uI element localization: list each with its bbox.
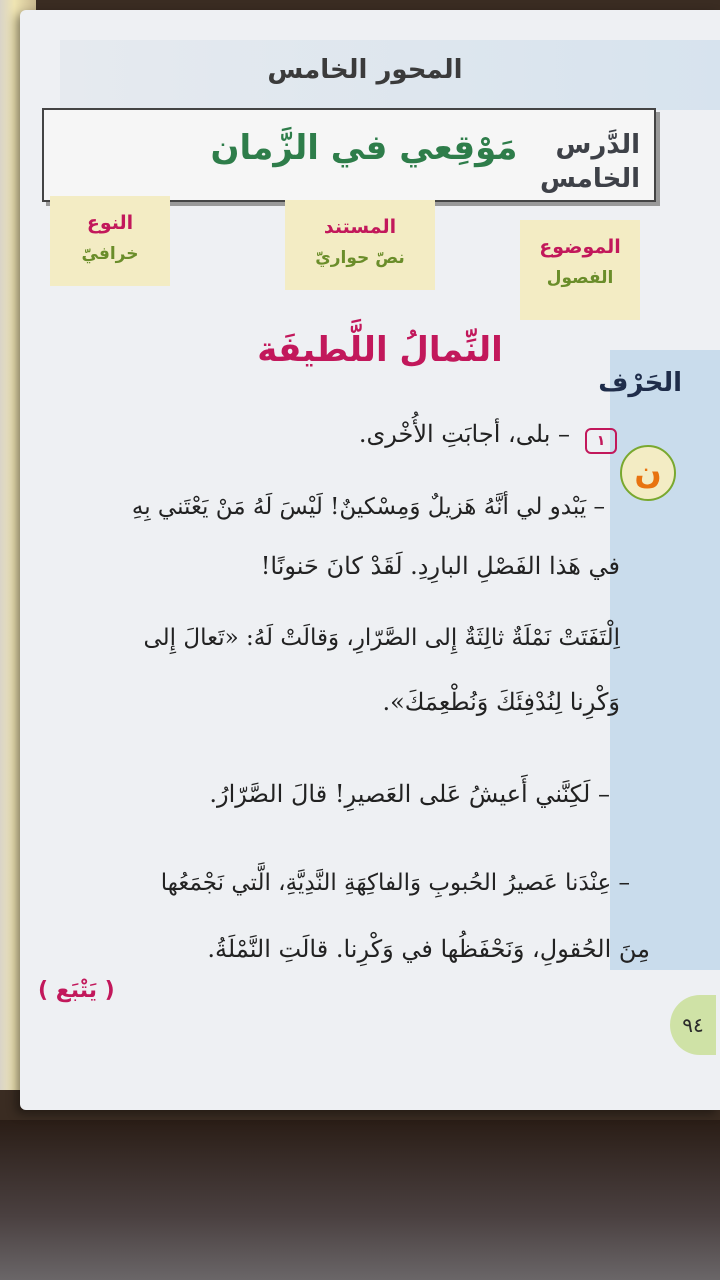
- card-topic-key: الموضوع: [539, 236, 621, 258]
- text-line: – لَكِنَّني أَعيشُ عَلى العَصيرِ! قالَ الصَّرّارُ.: [209, 780, 610, 808]
- card-document: [285, 200, 435, 290]
- lesson-label: [530, 128, 640, 196]
- card-type: [50, 196, 170, 286]
- page-number: ٩٤: [670, 995, 716, 1055]
- axis-title: المحور الخامس: [267, 55, 463, 85]
- text-line: مِنَ الحُقولِ، وَنَحْفَظُها في وَكْرِنا. قالَتِ النَّمْلَةُ.: [207, 935, 650, 963]
- lesson-label-line2: الخامس: [539, 164, 640, 194]
- table-surface: [0, 1120, 720, 1280]
- text-line: – يَبْدو لي أنَّهُ هَزيلٌ وَمِسْكينٌ! لَيْسَ لَهُ مَنْ يَعْتَني بِهِ: [131, 494, 605, 520]
- text-line: في هَذا الفَصْلِ البارِدِ. لَقَدْ كانَ حَنونًا!: [260, 552, 620, 580]
- card-type-key: النوع: [86, 212, 134, 234]
- card-topic-value: الفصول: [546, 268, 614, 288]
- lesson-box: [42, 108, 656, 202]
- text-line: – عِنْدَنا عَصيرُ الحُبوبِ وَالفاكِهَةِ النَّدِيَّةِ، الَّتي نَجْمَعُها: [160, 870, 630, 896]
- lesson-title: مَوْقِعي في الزَّمان: [210, 128, 518, 168]
- story-title: النِّمالُ اللَّطيفَة: [257, 330, 503, 370]
- card-topic: [520, 220, 640, 320]
- card-document-value: نصّ حواريّ: [315, 248, 405, 268]
- lesson-label-line1: الدَّرس: [555, 130, 640, 160]
- text-line: – بلى، أجابَتِ الأُخْرى.: [358, 420, 570, 448]
- card-document-key: المستند: [323, 216, 397, 238]
- letter-badge: ن: [620, 445, 676, 501]
- text-line: اِلْتَفَتَتْ نَمْلَةٌ ثالِثَةٌ إِلى الصَّرّارِ، وَقالَتْ لَهُ: «تَعالَ إِلى: [143, 625, 620, 651]
- card-type-value: خرافيّ: [81, 244, 139, 264]
- paragraph-number: ١: [585, 428, 617, 454]
- letter-section-label: الحَرْف: [598, 368, 682, 398]
- continued-label: ( يَتْبَع ): [38, 978, 115, 1003]
- text-line: وَكْرِنا لِنُدْفِئَكَ وَنُطْعِمَكَ».: [382, 688, 620, 716]
